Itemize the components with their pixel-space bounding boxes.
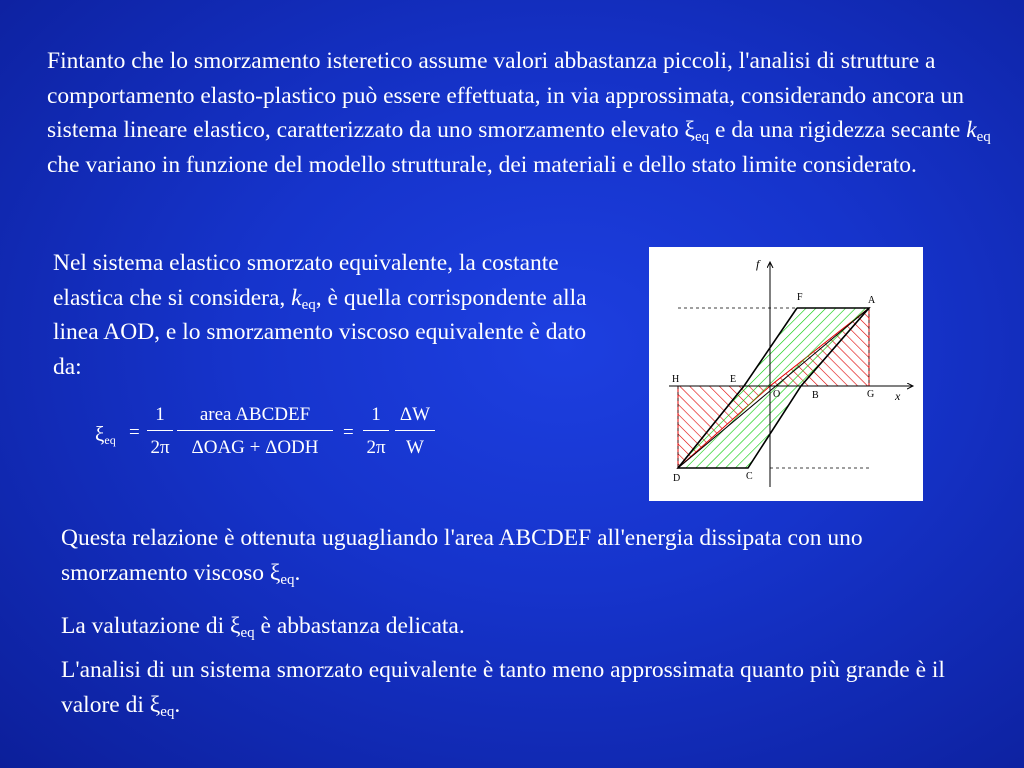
- paragraph-intro: Fintanto che lo smorzamento isteretico assume valori abbastanza piccoli, l'analisi di strutture a comportamento elasto-plastico può essere effettuata, in via approssimata, considerando ancora un sistema lineare elastico, caratterizzato da uno smorzamento elevato $\xi_{eq}$ e da una rigidezza secante $k_{eq}$ che variano in funzione del modello strutturale, dei materiali e dello stato limite considerato.: [47, 48, 991, 178]
- paragraph-relation: Questa relazione è ottenuta uguagliando l'area ABCDEF all'energia dissipata con uno smorzamento viscoso $\xi_{eq}$.: [61, 525, 863, 588]
- paragraph-evaluation: La valutazione di $\xi_{eq}$ è abbastanza delicata.: [61, 613, 465, 641]
- point-label-b: B: [812, 390, 819, 401]
- point-label-c: C: [746, 471, 753, 482]
- point-label-d: D: [673, 473, 681, 484]
- point-label-o: O: [773, 389, 781, 400]
- xi-symbol: ξ: [269, 559, 281, 586]
- k-symbol: k: [291, 284, 302, 311]
- formula-equals: =: [129, 422, 140, 443]
- xi-symbol: ξ: [684, 117, 695, 143]
- point-label-h: H: [672, 374, 680, 385]
- formula-xi: $\xi_{eq}$: [95, 422, 116, 447]
- k-symbol: k: [966, 117, 977, 143]
- formula-equals: =: [343, 422, 354, 443]
- axis-label-f: f: [756, 257, 760, 271]
- point-label-f: F: [797, 292, 803, 303]
- paragraph-approximation: L'analisi di un sistema smorzato equivalente è tanto meno approssimata quanto più grande è il valore di $\xi_{eq}$.: [61, 657, 945, 720]
- fraction-area-over-triangles: area ABCDEF ΔOAG + ΔODH: [177, 402, 333, 459]
- point-label-e: E: [730, 374, 737, 385]
- point-label-a: A: [868, 295, 876, 306]
- hysteresis-diagram: [649, 247, 923, 501]
- point-label-g: G: [867, 389, 875, 400]
- fraction-one-over-two-pi: 1 2π: [363, 402, 389, 459]
- axis-label-x: x: [895, 389, 901, 403]
- paragraph-equivalent-system: Nel sistema elastico smorzato equivalente, la costante elastica che si considera, $k_{eq}$, è quella corrispondente alla linea AOD, e lo smorzamento viscoso equivalente è dato da:: [53, 250, 587, 380]
- xi-symbol: ξ: [149, 691, 161, 718]
- xi-symbol: ξ: [230, 613, 241, 639]
- fraction-one-over-two-pi: 1 2π: [147, 402, 173, 459]
- fraction-delta-w-over-w: ΔW W: [395, 402, 435, 459]
